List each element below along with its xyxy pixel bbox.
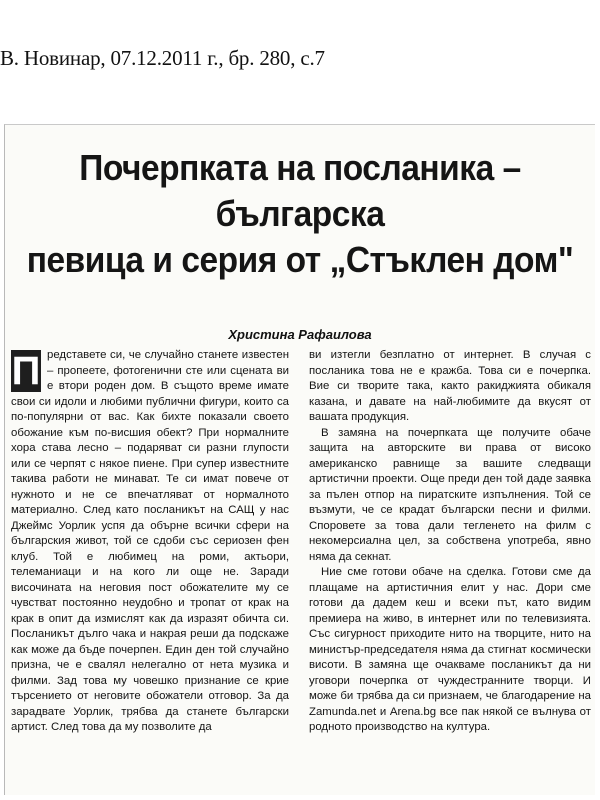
article-paragraph xyxy=(11,348,289,736)
publication-citation: В. Новинар, 07.12.2011 г., бр. 280, с.7 xyxy=(0,46,325,70)
article-paragraph: В замяна на почерпката ще получите обаче защита на авторските ви права от високо американско равнище за вашите следващи артистични проекти. Още преди ден той даде заявка за пълен отпор на пиратските изпълнения. Той се възмути, че се крадат български песни и филми. Споровете за това дали тегленето на филм с некомерсиална цел, за собствена употреба, явно няма да секнат. xyxy=(309,426,591,563)
author-byline: Христина Рафаилова xyxy=(228,327,372,342)
headline-line-1: Почерпката на посланика – българска xyxy=(79,147,521,234)
article-column-right xyxy=(309,348,591,736)
drop-cap-letter: П xyxy=(11,349,41,393)
headline xyxy=(26,145,575,283)
article-column-left xyxy=(11,348,289,736)
newspaper-clipping xyxy=(4,124,595,795)
paragraph-text: редставете си, че случайно станете известен – пропеете, фотогенични сте или сцената ви е втори роден дом. В същото време имате свои си идоли и любими публични фигури, които са по-популярни от вас. Как бихте показали своето обожание към по-висшия обект? При нормалните хора става лесно – подаряват си разни глупости или се черпят с някое пиене. При супер известните такива работи не минават. Те си имат повече от нужното и не се впечатляват от нормалното материално. След като посланикът на САЩ у нас Джеймс Уорлик успя да обърне всички сфери на българския живот, той се сдоби със сериозен фен клуб. Той е любимец на роми, актьори, телеманиаци и на кого ли още не. Заради височината на неговия пост обожателите му се чувстват постоянно неудобно и тропат от крак на крак в опит да измислят как да изразят обичта си. Посланикът дълго чака и накрая реши да подскаже как може да бъде почерпен. Един ден той случайно призна, че е свалял нелегално от нета музика и филми. Зад това му човешко признание се крие търсението от неговите обожатели отговор. За да зарадвате Уорлик, трябва да станете български артист. След това да му позволите да xyxy=(11,349,289,733)
article-paragraph: ви изтегли безплатно от интернет. В случая с посланика това не е кражба. Това си е почерпка. Вие си творите така, както ракиджията обикаля казана, и давате на най-любимите да вкусят от вашата продукция. xyxy=(309,349,591,423)
headline-line-2: певица и серия от „Стъклен дом" xyxy=(26,239,574,280)
article-paragraph: Ние сме готови обаче на сделка. Готови сме да плащаме на артистичния елит у нас. Дори сме готови да дадем кеш и всеки път, като видим премиера на живо, в интернет или по телевизията. Със сигурност приходите нито на творците, нито на министър-председателя няма да стигнат космически висоти. В замяна ще очакваме посланикът да ни уговори почерпка от чуждестранните творци. И може би трябва да си признаем, че благодарение на Zamunda.net и Arena.bg все пак някой се вълнува от родното производство на култура. xyxy=(309,566,591,733)
